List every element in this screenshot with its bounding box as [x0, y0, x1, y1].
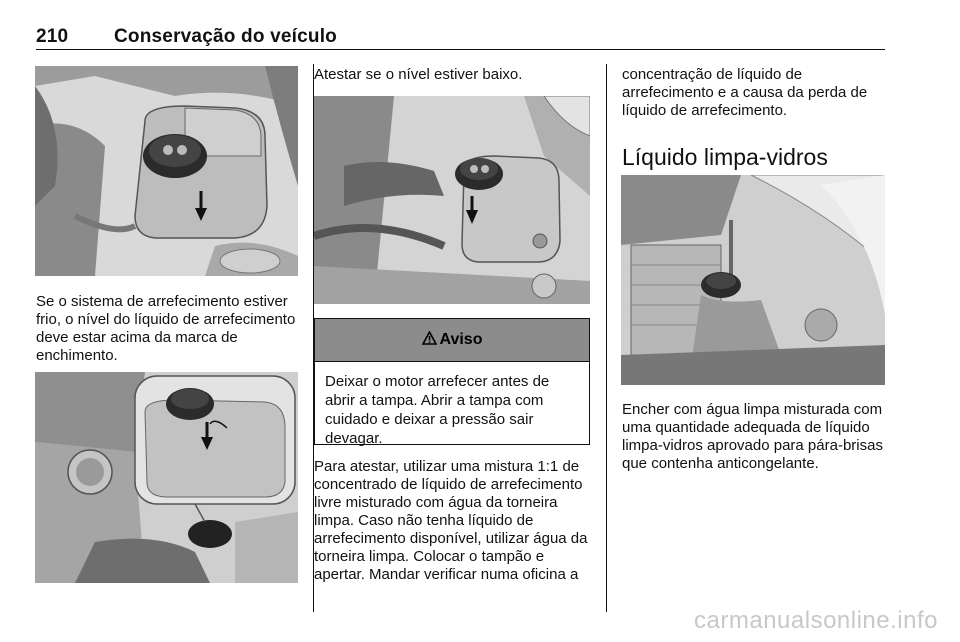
col1-paragraph: Se o sistema de arrefecimento estiver frio, o nível do líquido de arrefecimento deve estar acima da marca de enchimento.: [36, 293, 296, 364]
col3-paragraph-1: concentração de líquido de arrefecimento e a causa da perda de líquido de arrefecimento.: [622, 66, 868, 119]
coolant-cap-illustration: [314, 96, 590, 304]
page-number: 210: [36, 26, 69, 47]
warning-body: Deixar o motor arrefecer antes de abrir a tampa. Abrir a tampa com cuidado e deixar a pressão sair devagar.: [325, 373, 550, 447]
section-heading: Líquido limpa-vidros: [622, 144, 828, 170]
coolant-reservoir-illustration: [35, 66, 298, 276]
col3-paragraph-2: Encher com água limpa misturada com uma quantidade adequada de líquido limpa-vidros aprovado para pára-brisas que contenha anticongelante.: [622, 401, 883, 472]
warning-triangle-icon: [422, 331, 437, 350]
header-rule: [36, 49, 885, 50]
col2-paragraph: Para atestar, utilizar uma mistura 1:1 de concentrado de líquido de arrefecimento livre misturado com água da torneira limpa. Caso não tenha líquido de arrefecimento disponível, utilizar água da torneira limpa. Colocar o tampão e apertar. Mandar verificar numa oficina a: [314, 458, 588, 583]
page-header: [36, 26, 337, 48]
washer-fluid-illustration: [621, 175, 885, 385]
watermark: carmanualsonline.info: [694, 607, 938, 634]
warning-header: [315, 319, 589, 362]
reservoir-detail-illustration: [35, 372, 298, 583]
column-divider-2: [606, 64, 607, 612]
col2-intro: Atestar se o nível estiver baixo.: [314, 66, 523, 83]
page-title: Conservação do veículo: [114, 26, 337, 47]
warning-title: Aviso: [439, 331, 483, 348]
warning-box: [314, 318, 590, 445]
